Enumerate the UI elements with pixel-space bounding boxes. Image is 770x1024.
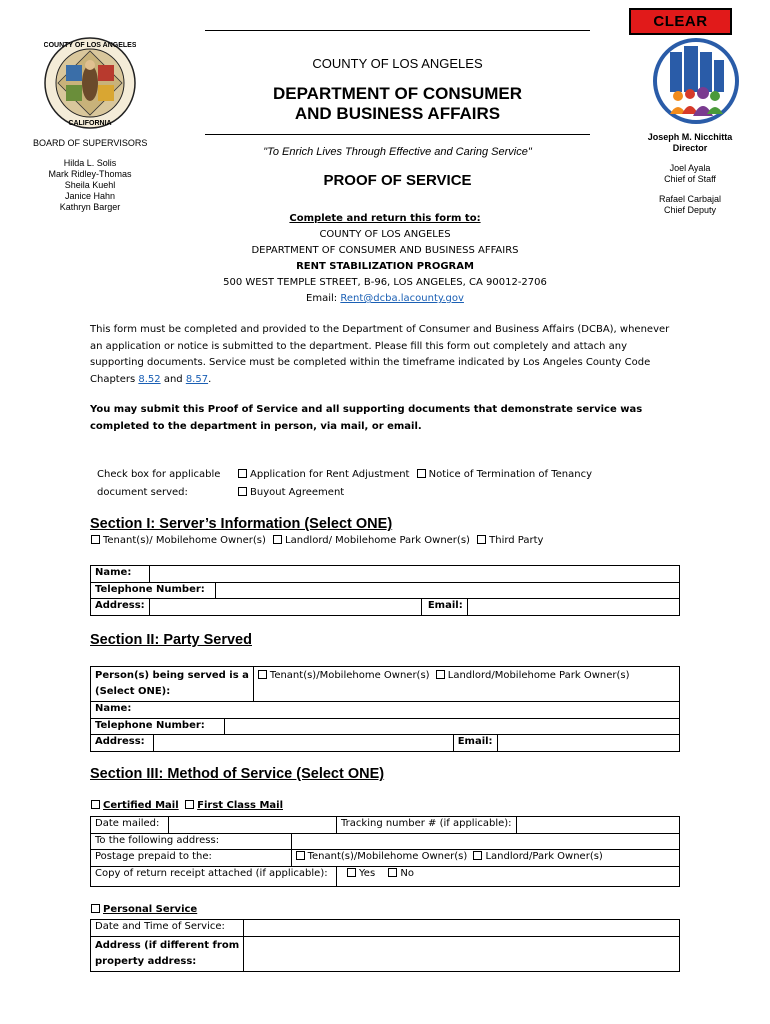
section-3-personal-table (90, 919, 680, 972)
tracking-label: Tracking number # (if applicable): (337, 817, 517, 834)
phone-label: Telephone Number: (91, 718, 225, 735)
department-line-1: DEPARTMENT OF CONSUMER (272, 84, 522, 103)
chapter-852-link[interactable]: 8.52 (138, 373, 161, 385)
county-seal-logo (44, 37, 136, 129)
date-time-field[interactable] (244, 920, 680, 937)
return-heading: Complete and return this form to: (289, 213, 481, 224)
official-chief-of-staff (635, 163, 745, 185)
official-name: Joseph M. Nicchitta (647, 132, 733, 142)
svg-text:CALIFORNIA: CALIFORNIA (68, 120, 112, 127)
doc-served-options (238, 466, 592, 502)
option-label: Application for Rent Adjustment (250, 469, 410, 480)
option-label: Yes (359, 867, 376, 879)
section-1-title: Section I: Server’s Information (Select ONE) (90, 516, 393, 532)
server-phone-field[interactable] (215, 582, 679, 599)
server-address-field[interactable] (149, 599, 421, 616)
official-role: Chief Deputy (663, 205, 717, 215)
official-director (635, 132, 745, 154)
table-row (91, 599, 680, 616)
tracking-field[interactable] (516, 817, 679, 834)
return-address (150, 211, 620, 307)
section-1-table (90, 565, 680, 616)
table-row (91, 833, 680, 850)
intro-paragraph (90, 322, 680, 388)
option-label: Third Party (489, 535, 544, 546)
motto: "To Enrich Lives Through Effective and Caring Service" (263, 146, 532, 158)
option-label: Tenant(s)/ Mobilehome Owner(s) (103, 535, 266, 546)
table-row (91, 667, 680, 702)
doc-served-label-line: document served: (97, 487, 188, 498)
email-label: Email: (453, 735, 497, 752)
board-member: Mark Ridley-Thomas (48, 169, 132, 179)
served-name-field[interactable]: Name: (91, 702, 680, 719)
email-link[interactable]: Rent@dcba.lacounty.gov (340, 293, 464, 304)
intro-and: and (160, 373, 186, 385)
table-row (91, 702, 680, 719)
option-label: Landlord/ Mobilehome Park Owner(s) (285, 535, 470, 546)
address-label: Address: (91, 599, 150, 616)
svg-text:COUNTY OF LOS ANGELES: COUNTY OF LOS ANGELES (44, 42, 136, 49)
server-name-field[interactable] (149, 566, 679, 583)
official-name: Rafael Carbajal (658, 194, 722, 204)
checkbox-buyout-agreement[interactable] (238, 487, 247, 496)
checkbox-receipt-no[interactable] (388, 868, 397, 877)
board-member: Hilda L. Solis (63, 158, 117, 168)
phone-label: Telephone Number: (91, 582, 216, 599)
table-row (91, 582, 680, 599)
section-1-options (91, 535, 543, 546)
option-label: No (400, 867, 414, 879)
dcba-logo (648, 38, 744, 124)
checkbox-postage-tenant[interactable] (296, 851, 305, 860)
return-line: DEPARTMENT OF CONSUMER AND BUSINESS AFFAIRS (251, 245, 519, 256)
checkbox-certified-mail[interactable] (91, 800, 100, 809)
checkbox-first-class-mail[interactable] (185, 800, 194, 809)
checkbox-personal-service[interactable] (91, 904, 100, 913)
board-title: BOARD OF SUPERVISORS (33, 138, 148, 148)
personal-service-option (91, 904, 197, 915)
person-served-line: Person(s) being served is a (95, 670, 249, 681)
checkbox-termination-notice[interactable] (417, 469, 426, 478)
board-members (30, 158, 150, 213)
checkbox-served-tenant[interactable] (258, 670, 267, 679)
date-mailed-field[interactable] (168, 817, 336, 834)
checkbox-server-landlord[interactable] (273, 535, 282, 544)
official-role: Chief of Staff (664, 174, 716, 184)
email-label: Email: (421, 599, 467, 616)
clear-button[interactable]: CLEAR (629, 8, 732, 35)
option-label: Certified Mail (103, 800, 179, 811)
postage-label: Postage prepaid to the: (91, 850, 292, 867)
person-served-label (91, 667, 254, 702)
option-label: Personal Service (103, 904, 198, 915)
date-mailed-label: Date mailed: (91, 817, 169, 834)
receipt-label: Copy of return receipt attached (if applicable): (91, 866, 337, 886)
date-time-label: Date and Time of Service: (91, 920, 244, 937)
email-label: Email: (306, 293, 341, 304)
header-top-rule (205, 30, 590, 31)
intro-text: This form must be completed and provided to the Department of Consumer and Business Affairs (DCBA), whenever an application or notice is submitted to the department. Please fill this form out completely and attach any supporting documents. Service must be completed within the timeframe indicated by Los Angeles County Code Chapters (90, 324, 670, 385)
mail-options (91, 800, 283, 811)
return-email-line (150, 291, 620, 307)
section-2-title: Section II: Party Served (90, 632, 252, 648)
chapter-857-link[interactable]: 8.57 (185, 373, 209, 385)
option-label: Landlord/Mobilehome Park Owner(s) (447, 670, 630, 681)
option-label: Tenant(s)/Mobilehome Owner(s) (307, 851, 468, 862)
checkbox-postage-landlord[interactable] (473, 851, 482, 860)
option-label: Landlord/Park Owner(s) (485, 851, 603, 862)
board-member: Kathryn Barger (59, 202, 121, 212)
option-label: First Class Mail (197, 800, 283, 811)
table-row (91, 566, 680, 583)
return-line: 500 WEST TEMPLE STREET, B-96, LOS ANGELES, CA 90012-2706 (223, 277, 547, 288)
server-email-field[interactable] (467, 599, 679, 616)
official-chief-deputy (635, 194, 745, 216)
checkbox-served-landlord[interactable] (436, 670, 445, 679)
receipt-options (337, 866, 680, 886)
to-address-label: To the following address: (91, 833, 292, 850)
alt-address-label (91, 936, 244, 971)
form-title: PROOF OF SERVICE (323, 172, 472, 189)
return-line: RENT STABILIZATION PROGRAM (296, 261, 474, 272)
section-3-mail-table (90, 816, 680, 887)
department-line-2: AND BUSINESS AFFAIRS (294, 104, 501, 123)
intro-end: . (208, 373, 212, 385)
to-address-field[interactable] (291, 833, 679, 850)
department-name (205, 84, 590, 124)
checkbox-receipt-yes[interactable] (347, 868, 356, 877)
name-label: Name: (91, 566, 150, 583)
served-email-field[interactable] (497, 735, 679, 752)
board-member: Sheila Kuehl (64, 180, 116, 190)
table-row (91, 817, 680, 834)
person-served-line: (Select ONE): (95, 686, 171, 697)
checkbox-server-third-party[interactable] (477, 535, 486, 544)
submission-note: You may submit this Proof of Service and all supporting documents that demonstrate service was completed to the department in person, via mail, or email. (90, 404, 643, 432)
county-name: COUNTY OF LOS ANGELES (312, 56, 483, 71)
section-2-table (90, 666, 680, 752)
served-address-field[interactable] (154, 735, 454, 752)
header-bottom-rule (205, 134, 590, 135)
doc-served-label-line: Check box for applicable (97, 469, 221, 480)
checkbox-server-tenant[interactable] (91, 535, 100, 544)
doc-served-label (97, 466, 220, 502)
postage-options (291, 850, 679, 867)
served-phone-field[interactable] (224, 718, 679, 735)
alt-address-line: property address: (95, 955, 197, 967)
person-served-options (253, 667, 679, 702)
checkbox-rent-adjustment[interactable] (238, 469, 247, 478)
alt-address-line: Address (if different from (95, 939, 240, 951)
table-row (91, 735, 680, 752)
address-label: Address: (91, 735, 154, 752)
board-member: Janice Hahn (64, 191, 116, 201)
official-name: Joel Ayala (669, 163, 711, 173)
table-row (91, 718, 680, 735)
option-label: Notice of Termination of Tenancy (428, 469, 593, 480)
table-row (91, 920, 680, 937)
table-row (91, 936, 680, 971)
option-label: Tenant(s)/Mobilehome Owner(s) (269, 670, 430, 681)
table-row (91, 866, 680, 886)
official-role: Director (672, 143, 708, 153)
table-row (91, 850, 680, 867)
alt-address-field[interactable] (244, 936, 680, 971)
option-label: Buyout Agreement (250, 487, 345, 498)
section-3-title: Section III: Method of Service (Select ONE) (90, 766, 385, 782)
return-line: COUNTY OF LOS ANGELES (319, 229, 451, 240)
